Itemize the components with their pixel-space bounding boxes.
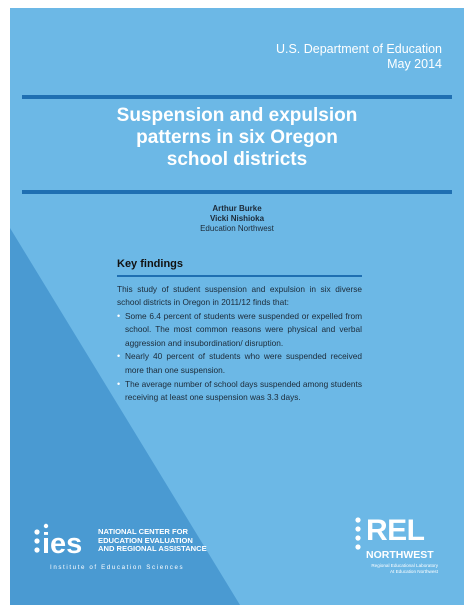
finding-item	[117, 350, 362, 377]
key-findings-intro: This study of student suspension and expulsion in six diverse school districts in Oregon in 2011/12 finds that:	[117, 283, 362, 308]
rel-northwest-logo	[352, 513, 438, 595]
key-findings-rule	[117, 275, 362, 277]
ies-line-3: AND REGIONAL ASSISTANCE	[98, 544, 207, 554]
publication-date: May 2014	[387, 57, 442, 71]
key-findings-heading: Key findings	[117, 258, 184, 270]
finding-item	[117, 310, 362, 351]
ies-line-2: EDUCATION EVALUATION	[98, 535, 193, 545]
svg-text:ies: ies	[42, 528, 83, 560]
finding-text: Nearly 40 percent of students who were suspended received more than one suspension.	[125, 351, 362, 376]
title-rule-top	[22, 95, 452, 99]
bullet-icon: •	[117, 310, 121, 321]
bullet-icon: •	[117, 378, 121, 389]
title-line-1: Suspension and expulsion	[116, 105, 358, 126]
rel-region: NORTHWEST	[366, 549, 434, 561]
author-name: Arthur Burke	[212, 204, 262, 213]
cover-panel	[10, 8, 464, 605]
title-line-2: patterns in six Oregon	[136, 127, 338, 148]
author-name: Vicki Nishioka	[209, 214, 265, 223]
title-line-3: school districts	[166, 149, 308, 170]
finding-text: The average number of school days suspended among students receiving at least one suspension was 3.3 days.	[125, 378, 362, 403]
agency-name: U.S. Department of Education	[275, 42, 442, 56]
key-findings-list	[117, 310, 362, 405]
key-findings-box	[117, 258, 362, 405]
publisher-block	[276, 42, 442, 72]
report-title	[30, 105, 444, 171]
bullet-icon: •	[117, 351, 121, 362]
finding-item	[117, 378, 362, 405]
finding-text: Some 6.4 percent of students were suspended or expelled from school. The most common reasons were physical and verbal aggression and insubordination/ disruption.	[125, 310, 362, 348]
ies-subtitle: Institute of Education Sciences	[50, 564, 185, 571]
ies-logo	[32, 520, 232, 580]
ies-center-name	[98, 528, 207, 554]
author-block	[110, 204, 364, 234]
rel-lab-line-2: At Education Northwest	[389, 569, 438, 574]
author-organization: Education Northwest	[200, 224, 274, 233]
rel-wordmark: REL	[366, 514, 425, 547]
rel-lab-name	[352, 563, 438, 575]
title-rule-bottom	[22, 190, 452, 194]
rel-lab-line-1: Regional Educational Laboratory	[371, 563, 438, 568]
ies-line-1: NATIONAL CENTER FOR	[98, 527, 188, 536]
ies-wordmark-icon	[32, 520, 96, 560]
